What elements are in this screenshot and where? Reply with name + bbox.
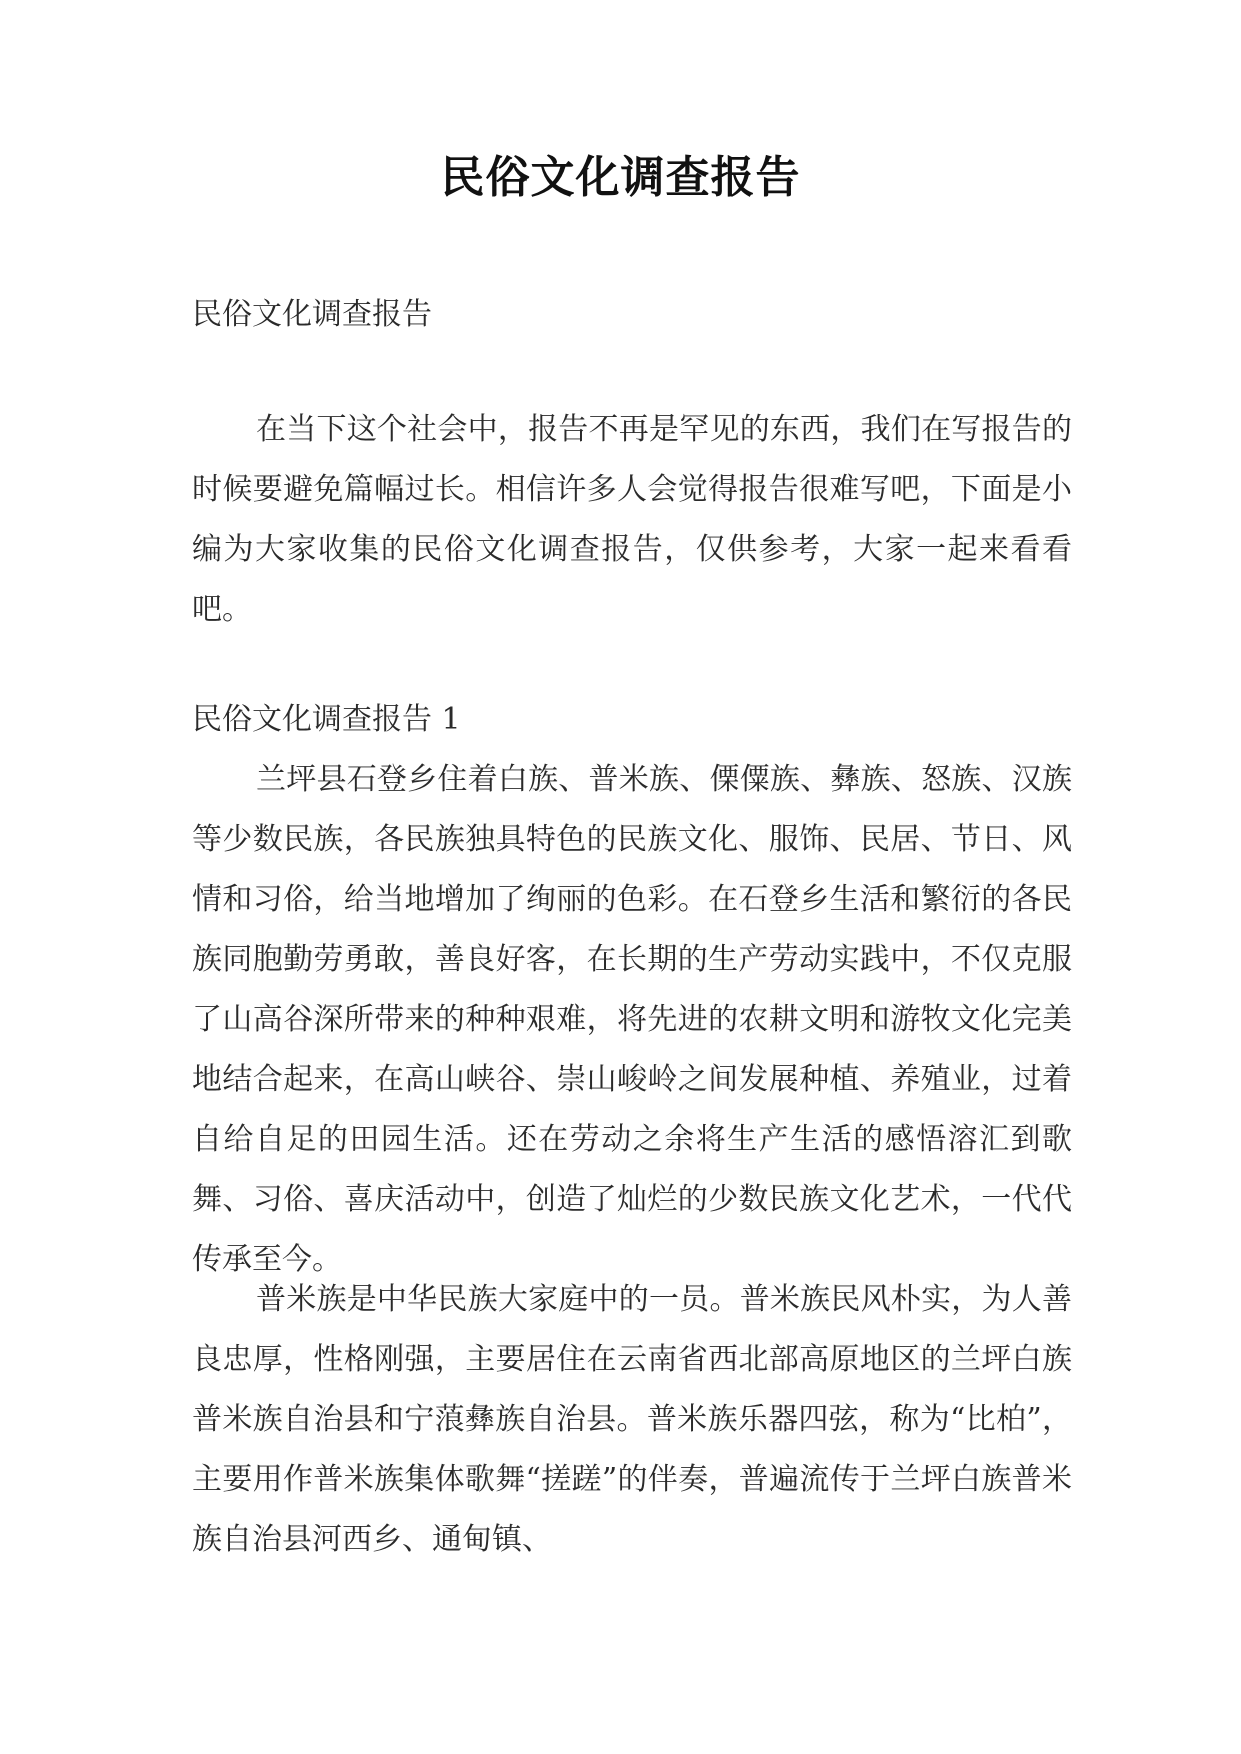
intro-heading: 民俗文化调查报告 — [192, 297, 432, 332]
section-heading: 民俗文化调查报告 1 — [192, 702, 461, 737]
section-paragraph-1: 兰坪县石登乡住着白族、普米族、傈僳族、彝族、怒族、汉族等少数民族，各民族独具特色的民族文化、服饰、民居、节日、风情和习俗，给当地增加了绚丽的色彩。在石登乡生活和繁衍的各民族同胞勤劳勇敢，善良好客，在长期的生产劳动实践中，不仅克服了山高谷深所带来的种种艰难，将先进的农耕文明和游牧文化完美地结合起来，在高山峡谷、崇山峻岭之间发展种植、养殖业，过着自给自足的田园生活。还在劳动之余将生产生活的感悟溶汇到歌舞、习俗、喜庆活动中，创造了灿烂的少数民族文化艺术，一代代传承至今。 — [192, 762, 1072, 1277]
section-paragraph-2: 普米族是中华民族大家庭中的一员。普米族民风朴实，为人善良忠厚，性格刚强，主要居住在云南省西北部高原地区的兰坪白族普米族自治县和宁蒗彝族自治县。普米族乐器四弦，称为“比柏”，主要用作普米族集体歌舞“搓蹉”的伴奏，普遍流传于兰坪白族普米族自治县河西乡、通甸镇、 — [192, 1282, 1072, 1557]
intro-paragraph: 在当下这个社会中，报告不再是罕见的东西，我们在写报告的时候要避免篇幅过长。相信许多人会觉得报告很难写吧，下面是小编为大家收集的民俗文化调查报告，仅供参考，大家一起来看看吧。 — [192, 412, 1072, 627]
document-title: 民俗文化调查报告 — [440, 152, 801, 203]
